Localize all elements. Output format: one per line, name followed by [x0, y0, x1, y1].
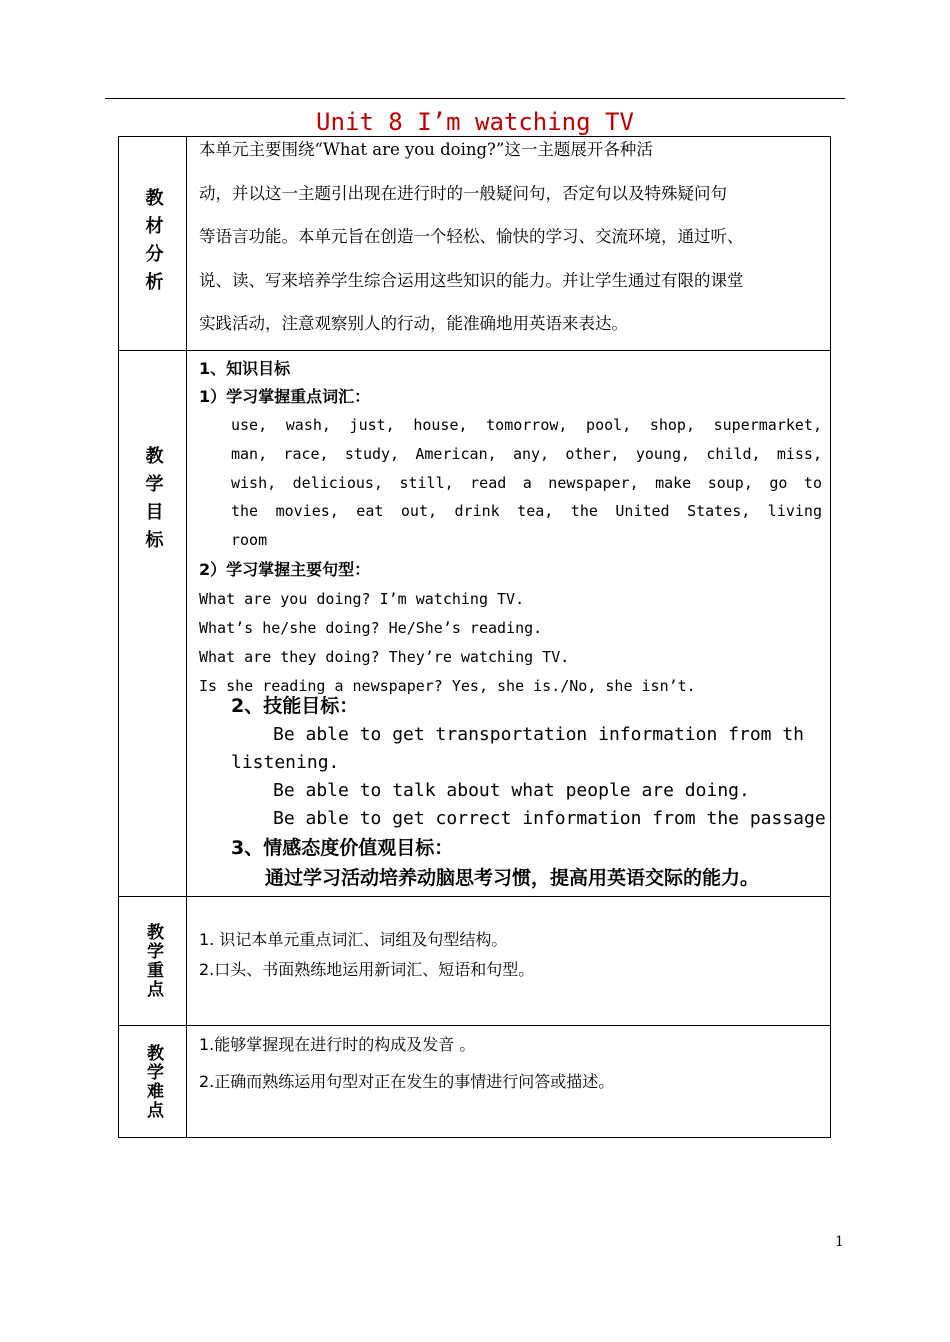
- skill-line: Be able to get transportation information from th: [273, 724, 805, 745]
- skill-line: Be able to get correct information from the passage: [273, 808, 826, 829]
- row-label-difficulties: 教学难点: [143, 1043, 163, 1120]
- label-cell-key-points: [119, 897, 187, 1025]
- sentence-line: Is she reading a newspaper? Yes, she is./No, she isn’t.: [199, 676, 696, 695]
- header-rule: [105, 98, 845, 99]
- label-cell-analysis: [119, 137, 187, 350]
- attitude-text: 通过学习活动培养动脑思考习惯，提高用英语交际的能力。: [265, 867, 760, 889]
- knowledge-heading: 1、知识目标: [199, 359, 291, 378]
- analysis-line: 动，并以这一主题引出现在进行时的一般疑问句，否定句以及特殊疑问句: [199, 183, 727, 203]
- difficulty-item: 2.正确而熟练运用句型对正在发生的事情进行问答或描述。: [199, 1072, 615, 1091]
- row-label-analysis: 教材分析: [142, 187, 164, 300]
- skill-line: Be able to talk about what people are doing.: [273, 780, 750, 801]
- vocab-line: use, wash, just, house, tomorrow, pool, shop, supermarket,: [231, 416, 822, 434]
- page-title: Unit 8 I’m watching TV: [316, 108, 634, 136]
- vocab-line: the movies, eat out, drink tea, the United States, living: [231, 502, 822, 521]
- analysis-line: 实践活动，注意观察别人的行动，能准确地用英语来表达。: [199, 314, 628, 333]
- vocab-line: man, race, study, American, any, other, young, child, miss,: [231, 444, 822, 463]
- sentence-line: What’s he/she doing? He/She’s reading.: [199, 618, 543, 637]
- skills-heading: 2、技能目标：: [231, 695, 359, 717]
- row-goals: [119, 351, 830, 897]
- difficulty-item: 1.能够掌握现在进行时的构成及发音 。: [199, 1035, 476, 1054]
- goals-content: [199, 355, 822, 701]
- row-label-key-points: 教学重点: [143, 923, 163, 999]
- sentence-heading: 2）学习掌握主要句型：: [199, 559, 371, 579]
- label-cell-difficulties: [119, 1026, 187, 1137]
- analysis-line: 等语言功能。本单元旨在创造一个轻松、愉快的学习、交流环境，通过听、: [199, 227, 744, 246]
- analysis-line: 说、读、写来培养学生综合运用这些知识的能力。并让学生通过有限的课堂: [199, 270, 744, 290]
- vocab-list: [231, 411, 822, 555]
- difficulties-list: [199, 1026, 822, 1100]
- vocab-heading: 1）学习掌握重点词汇：: [199, 387, 371, 406]
- sentence-line: What are you doing? I’m watching TV.: [199, 589, 525, 608]
- key-point-item: 1. 识记本单元重点词汇、词组及句型结构。: [199, 930, 508, 949]
- attitude-heading: 3、情感态度价值观目标：: [231, 837, 454, 859]
- analysis-text: [199, 128, 822, 346]
- label-cell-goals: [119, 351, 187, 896]
- row-label-goals: 教学目标: [142, 446, 164, 558]
- vocab-line: room: [231, 531, 268, 550]
- vocab-line: wish, delicious, still, read a newspaper, make soup, go to: [231, 473, 822, 492]
- row-analysis: [119, 137, 830, 351]
- row-key-points: [119, 897, 830, 1026]
- sentence-line: What are they doing? They’re watching TV.: [199, 647, 570, 666]
- key-points-list: [199, 925, 822, 985]
- row-difficulties: [119, 1026, 830, 1137]
- skills-block: [231, 691, 828, 893]
- lesson-plan-table: [118, 136, 831, 1138]
- skill-line: listening.: [231, 752, 340, 773]
- page-number: 1: [835, 1234, 844, 1250]
- key-point-item: 2.口头、书面熟练地运用新词汇、短语和句型。: [199, 960, 535, 979]
- analysis-line: 本单元主要围绕“What are you doing?”这一主题展开各种活: [199, 140, 653, 159]
